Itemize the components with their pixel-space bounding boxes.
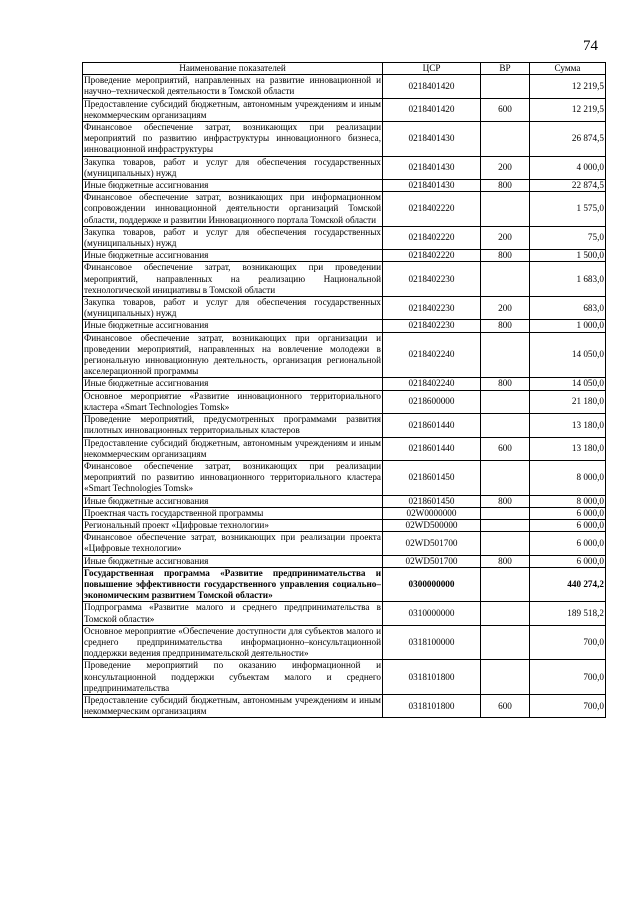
cell-name: Иные бюджетные ассигнования <box>83 555 383 567</box>
cell-name: Предоставление субсидий бюджетным, автономным учреждениям и иным некоммерческим организациям <box>84 437 381 459</box>
cell-vr <box>481 532 530 555</box>
cell-vr <box>481 625 530 660</box>
cell-sum: 14 050,0 <box>530 332 606 378</box>
cell-csr: 02WD501700 <box>383 555 481 567</box>
cell-vr <box>481 122 530 157</box>
cell-sum: 6 000,0 <box>530 507 606 519</box>
cell-name: Иные бюджетные ассигнования <box>83 320 383 332</box>
cell-vr: 800 <box>481 495 530 507</box>
cell-sum: 1 000,0 <box>530 320 606 332</box>
cell-vr: 800 <box>481 320 530 332</box>
budget-table <box>82 62 606 718</box>
cell-sum: 26 874,5 <box>530 122 606 157</box>
table-row <box>83 437 606 460</box>
cell-csr: 0218601450 <box>383 460 481 495</box>
cell-csr: 0218401420 <box>383 98 481 121</box>
cell-csr: 0218402240 <box>383 332 481 378</box>
cell-name: Финансовое обеспечение затрат, возникающих при организации и проведении мероприятий, направленных на вовлечение молодежи в региональную инновационную деятельность, организация региональной акселерационной программы <box>84 332 381 377</box>
table-row <box>83 180 606 192</box>
cell-name: Финансовое обеспечение затрат, возникающих при информационном сопровождении инновационной деятельности организаций Томской области, поддержке и развитии Инновационного портала Томской области <box>84 192 381 225</box>
cell-csr: 0218601450 <box>383 495 481 507</box>
table-row <box>83 378 606 390</box>
cell-sum: 75,0 <box>530 226 606 249</box>
table-row <box>83 555 606 567</box>
cell-sum: 21 180,0 <box>530 390 606 413</box>
cell-csr: 0218401430 <box>383 180 481 192</box>
table-row <box>83 192 606 227</box>
cell-sum: 13 180,0 <box>530 414 606 437</box>
header-sum: Сумма <box>530 63 606 75</box>
cell-csr: 0318101800 <box>383 694 481 717</box>
cell-sum: 1 500,0 <box>530 250 606 262</box>
cell-name: Иные бюджетные ассигнования <box>83 250 383 262</box>
cell-name: Региональный проект «Цифровые технологии» <box>83 519 383 531</box>
cell-vr <box>481 262 530 297</box>
table-row <box>83 660 606 695</box>
cell-sum: 6 000,0 <box>530 519 606 531</box>
table-row <box>83 320 606 332</box>
cell-name: Иные бюджетные ассигнования <box>83 495 383 507</box>
cell-vr <box>481 507 530 519</box>
cell-vr: 600 <box>481 98 530 121</box>
cell-csr: 0300000000 <box>383 567 481 602</box>
cell-name: Предоставление субсидий бюджетным, автономным учреждениям и иным некоммерческим организациям <box>84 694 381 717</box>
cell-vr: 200 <box>481 226 530 249</box>
cell-sum: 700,0 <box>530 694 606 717</box>
table-row <box>83 98 606 121</box>
cell-csr: 0218401430 <box>383 156 481 179</box>
cell-vr: 800 <box>481 250 530 262</box>
cell-sum: 6 000,0 <box>530 555 606 567</box>
table-row <box>83 297 606 320</box>
table-row <box>83 602 606 625</box>
cell-sum: 189 518,2 <box>530 602 606 625</box>
cell-sum: 683,0 <box>530 297 606 320</box>
cell-name: Иные бюджетные ассигнования <box>83 378 383 390</box>
table-row <box>83 75 606 98</box>
cell-name: Основное мероприятие «Обеспечение доступности для субъектов малого и среднего предпринимательства информационно–консультационной поддержки ведения предпринимательской деятельности» <box>84 625 381 659</box>
cell-sum: 700,0 <box>530 660 606 695</box>
cell-csr: 0218402220 <box>383 226 481 249</box>
cell-vr <box>481 519 530 531</box>
cell-vr <box>481 192 530 227</box>
cell-vr <box>481 75 530 98</box>
table-row <box>83 262 606 297</box>
table-row <box>83 250 606 262</box>
cell-csr: 0310000000 <box>383 602 481 625</box>
page-number: 74 <box>583 38 598 54</box>
header-vr: ВР <box>481 63 530 75</box>
header-csr: ЦСР <box>383 63 481 75</box>
cell-name: Финансовое обеспечение затрат, возникающих при проведении мероприятий, направленных на реализацию Национальной технологической инициативы в Томской области <box>84 262 381 295</box>
cell-sum: 1 575,0 <box>530 192 606 227</box>
cell-vr: 200 <box>481 297 530 320</box>
cell-sum: 12 219,5 <box>530 75 606 98</box>
cell-name: Предоставление субсидий бюджетным, автономным учреждениям и иным некоммерческим организациям <box>84 98 381 120</box>
header-name: Наименование показателей <box>83 63 383 75</box>
cell-csr: 0218401430 <box>383 122 481 157</box>
cell-vr: 600 <box>481 437 530 460</box>
cell-name: Финансовое обеспечение затрат, возникающих при реализации мероприятий по развитию инновационного территориального кластера «Smart Technologies Tomsk» <box>84 460 381 494</box>
cell-name: Основное мероприятие «Развитие инновационного территориального кластера «Smart Technologies Tomsk» <box>84 390 381 412</box>
cell-csr: 0318100000 <box>383 625 481 660</box>
table-row <box>83 414 606 437</box>
cell-vr <box>481 332 530 378</box>
cell-csr: 0218402230 <box>383 320 481 332</box>
cell-vr: 200 <box>481 156 530 179</box>
cell-name: Проведение мероприятий по оказанию информационной и консультационной поддержки субъектам малого и среднего предпринимательства <box>84 660 381 693</box>
cell-name: Проектная часть государственной программы <box>83 507 383 519</box>
table-row <box>83 507 606 519</box>
cell-vr <box>481 660 530 695</box>
table-row <box>83 156 606 179</box>
cell-csr: 0218402220 <box>383 192 481 227</box>
table-row <box>83 390 606 413</box>
cell-vr <box>481 602 530 625</box>
cell-sum: 700,0 <box>530 625 606 660</box>
cell-csr: 0218402230 <box>383 262 481 297</box>
cell-name: Закупка товаров, работ и услуг для обеспечения государственных (муниципальных) нужд <box>84 156 381 178</box>
table-row <box>83 332 606 378</box>
cell-csr: 0218601440 <box>383 437 481 460</box>
table-row <box>83 625 606 660</box>
cell-sum: 6 000,0 <box>530 532 606 555</box>
cell-vr: 800 <box>481 555 530 567</box>
cell-sum: 440 274,2 <box>530 567 606 602</box>
cell-name: Иные бюджетные ассигнования <box>83 180 383 192</box>
table-row <box>83 519 606 531</box>
cell-csr: 0218402220 <box>383 250 481 262</box>
cell-vr <box>481 460 530 495</box>
cell-csr: 0218601440 <box>383 414 481 437</box>
cell-vr <box>481 390 530 413</box>
table-row <box>83 567 606 602</box>
cell-csr: 0318101800 <box>383 660 481 695</box>
cell-name: Подпрограмма «Развитие малого и среднего предпринимательства в Томской области» <box>84 602 381 624</box>
cell-csr: 02WD500000 <box>383 519 481 531</box>
cell-vr: 600 <box>481 694 530 717</box>
cell-name: Проведение мероприятий, направленных на развитие инновационной и научно–технической деятельности в Томской области <box>84 75 381 97</box>
cell-name: Проведение мероприятий, предусмотренных программами развития пилотных инновационных территориальных кластеров <box>84 414 381 436</box>
cell-csr: 02W0000000 <box>383 507 481 519</box>
table-row <box>83 122 606 157</box>
table-row <box>83 532 606 555</box>
cell-sum: 14 050,0 <box>530 378 606 390</box>
cell-sum: 4 000,0 <box>530 156 606 179</box>
table-row <box>83 495 606 507</box>
cell-sum: 12 219,5 <box>530 98 606 121</box>
cell-name: Закупка товаров, работ и услуг для обеспечения государственных (муниципальных) нужд <box>84 226 381 249</box>
cell-sum: 8 000,0 <box>530 495 606 507</box>
cell-name: Закупка товаров, работ и услуг для обеспечения государственных (муниципальных) нужд <box>84 297 381 319</box>
table-row <box>83 694 606 717</box>
cell-csr: 0218401420 <box>383 75 481 98</box>
cell-vr <box>481 567 530 602</box>
table-body <box>83 75 606 718</box>
cell-vr: 800 <box>481 180 530 192</box>
cell-sum: 8 000,0 <box>530 460 606 495</box>
cell-sum: 1 683,0 <box>530 262 606 297</box>
cell-csr: 02WD501700 <box>383 532 481 555</box>
table-header-row <box>83 63 606 75</box>
cell-name: Государственная программа «Развитие предпринимательства и повышение эффективности государственного управления социально–экономическим развитием Томской области» <box>84 567 381 601</box>
cell-sum: 22 874,5 <box>530 180 606 192</box>
cell-name: Финансовое обеспечение затрат, возникающих при реализации проекта «Цифровые технологии» <box>84 532 381 554</box>
cell-csr: 0218600000 <box>383 390 481 413</box>
cell-vr: 800 <box>481 378 530 390</box>
cell-csr: 0218402230 <box>383 297 481 320</box>
table-row <box>83 460 606 495</box>
cell-vr <box>481 414 530 437</box>
cell-csr: 0218402240 <box>383 378 481 390</box>
cell-name: Финансовое обеспечение затрат, возникающих при реализации мероприятий по развитию инфраструктуры инновационного бизнеса, инновационной инфраструктуры <box>84 122 381 155</box>
cell-sum: 13 180,0 <box>530 437 606 460</box>
table-row <box>83 226 606 249</box>
